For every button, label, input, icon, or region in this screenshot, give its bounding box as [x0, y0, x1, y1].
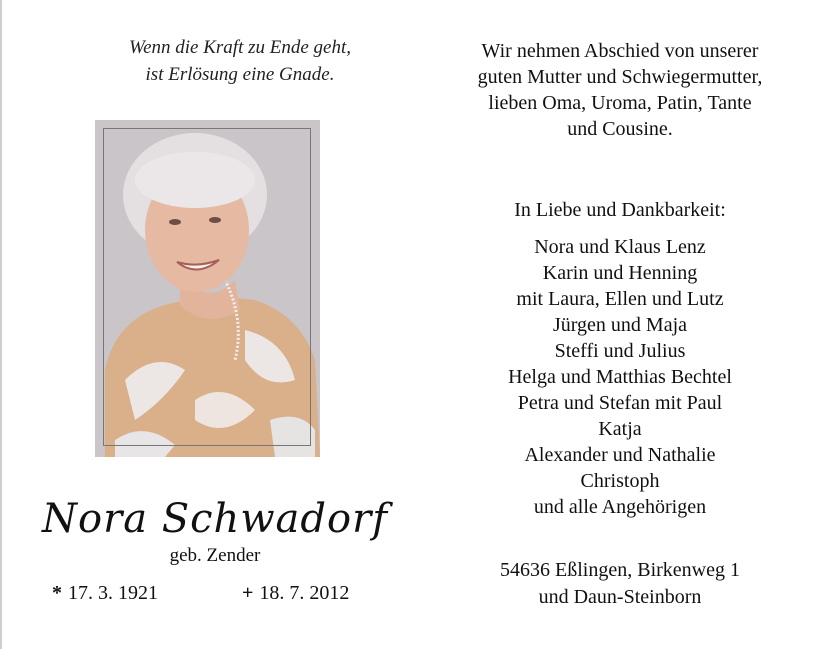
- death-date-value: 18. 7. 2012: [259, 582, 350, 604]
- motto-line: ist Erlösung eine Gnade.: [145, 64, 335, 85]
- farewell-line: Wir nehmen Abschied von unserer: [481, 40, 759, 62]
- mourner-line: und alle Angehörigen: [533, 496, 707, 518]
- star-icon: *: [52, 582, 62, 604]
- portrait-illustration: [95, 120, 320, 457]
- mourner-line: Petra und Stefan mit Paul: [517, 392, 723, 414]
- mourner-line: Katja: [598, 418, 642, 440]
- death-date: [242, 582, 349, 605]
- maiden-name: geb. Zender: [169, 545, 261, 566]
- farewell-text: [430, 38, 810, 142]
- mourner-line: Jürgen und Maja: [552, 314, 688, 336]
- birth-date: [52, 582, 158, 605]
- mourner-line: Karin und Henning: [542, 262, 698, 284]
- mourner-line: Nora und Klaus Lenz: [534, 236, 706, 258]
- motto-line: Wenn die Kraft zu Ende geht,: [129, 37, 351, 58]
- mourner-line: Helga und Matthias Bechtel: [508, 366, 732, 388]
- thanks-heading: In Liebe und Dankbarkeit:: [514, 199, 726, 221]
- deceased-name: Nora Schwadorf: [41, 496, 389, 542]
- address-line: 54636 Eßlingen, Birkenweg 1: [500, 559, 740, 581]
- birth-date-value: 17. 3. 1921: [68, 582, 158, 604]
- farewell-line: lieben Oma, Uroma, Patin, Tante: [488, 92, 752, 114]
- motto: [40, 34, 440, 88]
- address-line: und Daun-Steinborn: [538, 586, 702, 608]
- mourner-line: Alexander und Nathalie: [524, 444, 716, 466]
- mourner-line: Steffi und Julius: [554, 340, 686, 362]
- portrait-photo: [95, 120, 320, 457]
- farewell-line: guten Mutter und Schwiegermutter,: [477, 66, 763, 88]
- farewell-line: und Cousine.: [567, 118, 673, 140]
- card-edge: [0, 0, 2, 649]
- mourner-line: Christoph: [580, 470, 660, 492]
- address: [430, 557, 810, 611]
- mourner-line: mit Laura, Ellen und Lutz: [516, 288, 724, 310]
- cross-icon: +: [242, 582, 254, 604]
- mourners-list: [430, 234, 810, 520]
